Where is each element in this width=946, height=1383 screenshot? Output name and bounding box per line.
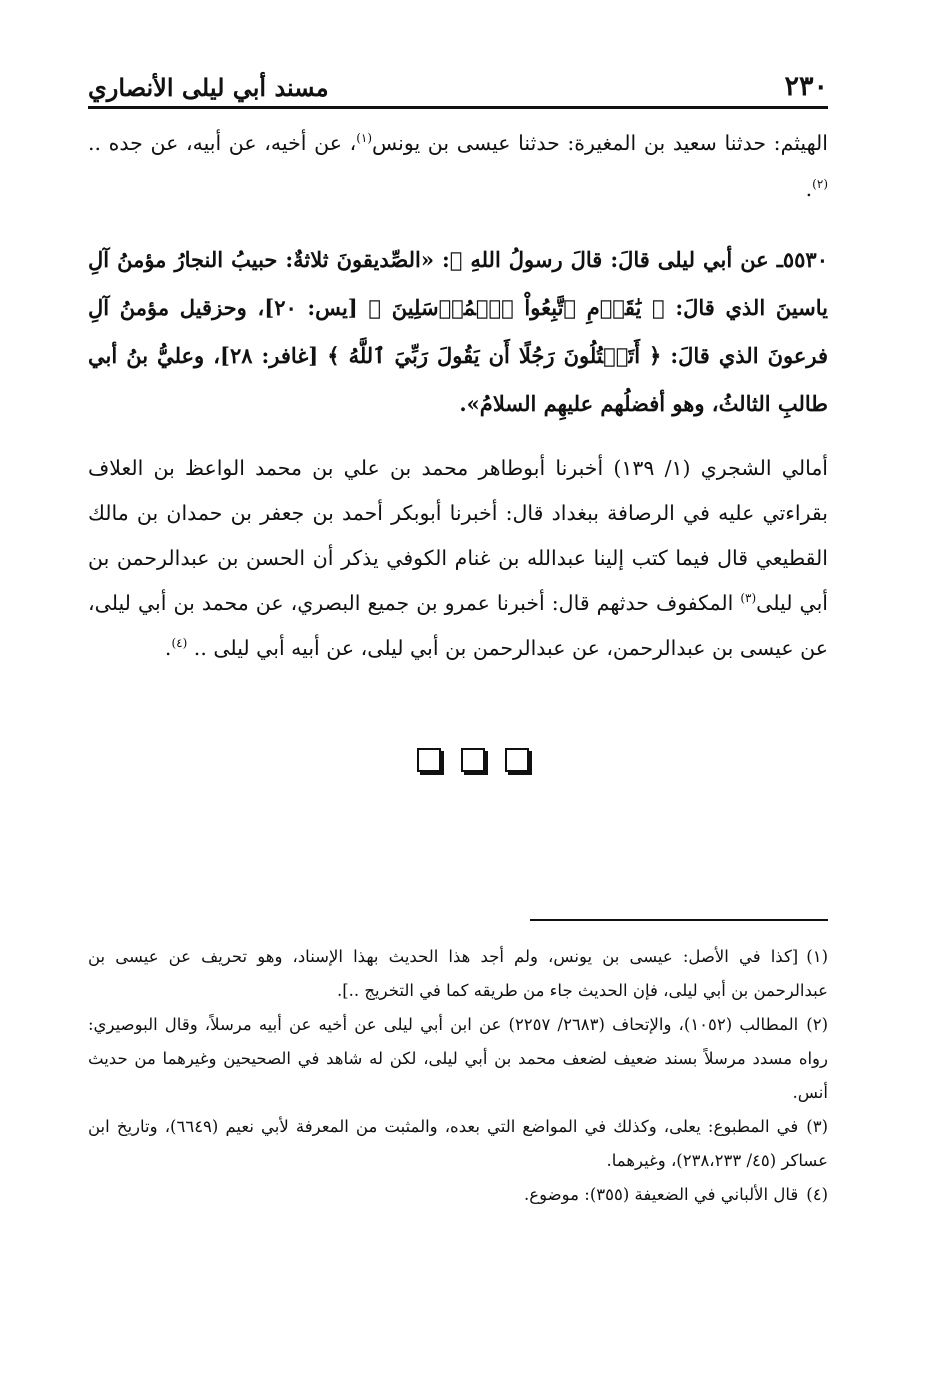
running-title: مسند أبي ليلى الأنصاري (88, 73, 329, 102)
paragraph-text: أمالي الشجري (١/ ١٣٩) أخبرنا أبوطاهر محمد بن علي بن محمد الواعظ بن العلاف بقراءتي عليه في الرصافة ببغداد قال: أخبرنا أبوبكر أحمد بن جعفر بن حمدان بن مالك القطيعي قال فيما كتب إلينا عبدالله بن غنام الكوفي يذكر أن الحسن بن عبدالرحمن بن أبي ليلى (88, 456, 828, 615)
paragraph-text: ، عن أخيه، عن أبيه، عن جده .. (88, 131, 357, 155)
footnote-3 (88, 1110, 828, 1178)
page-header (88, 62, 828, 102)
footnote-number: (٢) (806, 1015, 829, 1034)
footnote-2 (88, 1008, 828, 1110)
header-rule (88, 106, 828, 109)
footnote-number: (٣) (806, 1117, 828, 1136)
footnote-ref-4: (٤) (171, 636, 188, 651)
paragraph-end: . (164, 636, 172, 660)
paragraph-text: الهيثم: حدثنا سعيد بن المغيرة: حدثنا عيسى بن يونس (372, 131, 828, 155)
footnote-ref-1: (١) (356, 131, 373, 146)
separator-square-icon (505, 748, 529, 772)
footnote-text: في المطبوع: يعلى، وكذلك في المواضع التي بعده، والمثبت من المعرفة لأبي نعيم (٦٦٤٩)، وتاريخ ابن عساكر (٤٥/ ٢٣٨،٢٣٣)، وغيرهما. (88, 1117, 828, 1170)
footnote-text: [كذا في الأصل: عيسى بن يونس، ولم أجد هذا الحديث بهذا الإسناد، وهو تحريف عن عيسى بن عبدالرحمن بن أبي ليلى، فإن الحديث جاء من طريقه كما في التخريج ..]. (88, 947, 828, 1000)
page-number: ٢٣٠ (784, 71, 828, 102)
footnote-text: المطالب (١٠٥٢)، والإتحاف (٢٦٨٣/ ٢٢٥٧) عن ابن أبي ليلى عن أخيه عن أبيه مرسلاً، وقال البوصيري: رواه مسدد مرسلاً بسند ضعيف لضعف محمد بن أبي ليلى، لكن له شاهد في الصحيحين وغيرهما من حديث أنس. (88, 1015, 828, 1102)
footnote-1 (88, 940, 828, 1008)
paragraph-isnad-continuation (88, 120, 828, 212)
paragraph-source-isnad (88, 446, 828, 671)
footnote-number: (٤) (806, 1185, 828, 1204)
paragraph-end: . (805, 177, 813, 201)
separator-square-icon (417, 748, 441, 772)
separator-square-icon (461, 748, 485, 772)
section-separator (0, 748, 946, 772)
footnotes (88, 940, 828, 1212)
footnote-number: (١) (806, 947, 828, 966)
footnote-ref-2: (٢) (812, 177, 828, 192)
footnote-rule (530, 919, 828, 921)
footnote-4 (88, 1178, 828, 1212)
paragraph-text: المكفوف حدثهم قال: أخبرنا عمرو بن جميع البصري، عن محمد بن أبي ليلى، عن عيسى بن عبدالرحمن، عن عبدالرحمن بن أبي ليلى، عن أبيه أبي ليلى .. (88, 591, 828, 660)
hadith-text: ٥٥٣٠ـ عن أبي ليلى قالَ: قالَ رسولُ اللهِ ﷺ: «الصِّديقونَ ثلاثةٌ: حبيبُ النجارُ مؤمنُ آلِ ياسينَ الذي قالَ: ﴿ يَٰقَوۡمِ ٱتَّبِعُواْ ٱلۡمُرۡسَلِينَ ﴾ [يس: ٢٠]، وحزقيل مؤمنُ آلِ فرعونَ الذي قالَ: ﴿ أَتَقۡتُلُونَ رَجُلًا أَن يَقُولَ رَبِّيَ ٱللَّهُ ﴾ [غافر: ٢٨]، وعليُّ بنُ أبي طالبِ الثالثُ، وهو أفضلُهم عليهِم السلامُ». (88, 247, 829, 416)
footnote-ref-3: (٣) (740, 591, 757, 606)
footnote-text: قال الألباني في الضعيفة (٣٥٥): موضوع. (524, 1185, 799, 1204)
